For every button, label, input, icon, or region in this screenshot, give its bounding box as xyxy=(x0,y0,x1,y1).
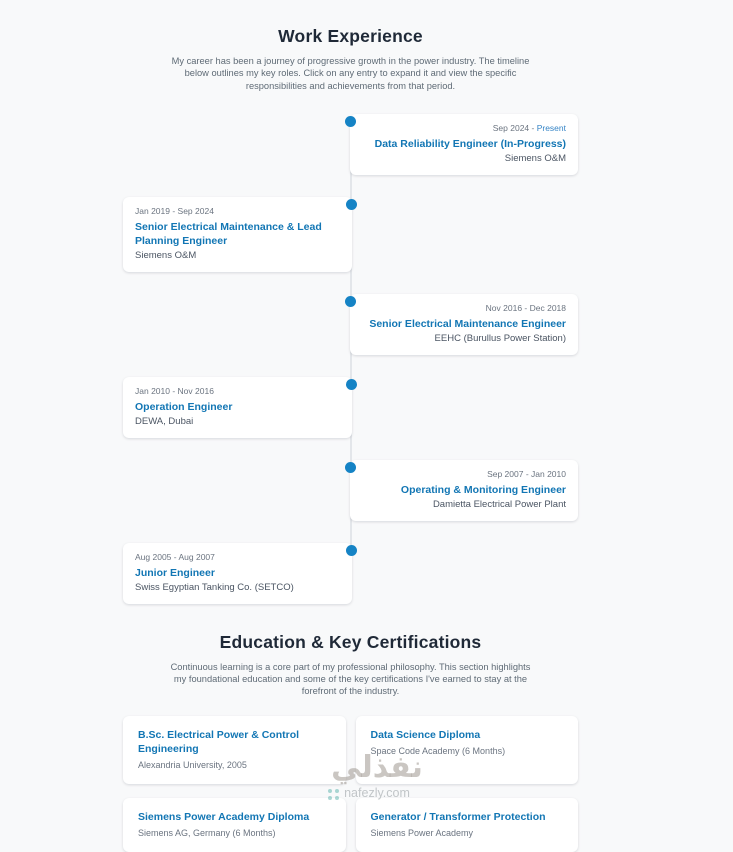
nafezly-arabic-logo: نفذلي xyxy=(331,750,423,785)
entry-date: Nov 2016 - Dec 2018 xyxy=(485,302,566,313)
entry-company: EEHC (Burullus Power Station) xyxy=(434,332,566,344)
timeline-dot xyxy=(346,199,357,210)
entry-role: Senior Electrical Maintenance Engineer xyxy=(369,317,566,330)
timeline-entry-senior-maintenance xyxy=(350,294,579,355)
work-experience-description: My career has been a journey of progressive growth in the power industry. The timeline below outlines my key roles. Click on any entry to expand it and view the specific responsibilities and achievements from that period. xyxy=(171,56,530,91)
entry-role: Data Reliability Engineer (In-Progress) xyxy=(374,137,566,150)
entry-company: DEWA, Dubai xyxy=(135,415,194,427)
education-card-subtitle: Alexandria University, 2005 xyxy=(138,759,247,770)
timeline-entry-junior-engineer xyxy=(123,543,352,604)
timeline-dot xyxy=(345,462,356,473)
education-card-title: Data Science Diploma xyxy=(370,728,481,741)
timeline-card[interactable] xyxy=(123,377,352,438)
entry-date: Jan 2010 - Nov 2016 xyxy=(135,385,214,396)
education-title: Education & Key Certifications xyxy=(219,631,482,652)
timeline-card[interactable] xyxy=(350,114,579,175)
entry-date: Sep 2007 - Jan 2010 xyxy=(487,468,566,479)
education-section xyxy=(123,632,578,852)
education-card-bsc xyxy=(123,716,346,784)
timeline-dot xyxy=(346,379,357,390)
nafezly-domain-text: nafezly.com xyxy=(344,786,410,800)
timeline-dot xyxy=(345,296,356,307)
entry-company: Siemens O&M xyxy=(504,152,566,164)
timeline-entry-operating-monitoring xyxy=(350,460,579,521)
entry-role: Junior Engineer xyxy=(135,566,215,579)
entry-role: Operating & Monitoring Engineer xyxy=(400,483,566,496)
entry-role: Senior Electrical Maintenance & Lead Planning Engineer xyxy=(135,220,322,247)
entry-company: Swiss Egyptian Tanking Co. (SETCO) xyxy=(135,581,294,593)
education-card-siemens-academy xyxy=(123,798,346,852)
work-experience-title: Work Experience xyxy=(278,26,423,46)
timeline-card[interactable] xyxy=(350,294,579,355)
timeline-card[interactable] xyxy=(350,460,579,521)
education-grid xyxy=(123,716,578,852)
entry-date-present: Present xyxy=(536,122,566,133)
education-card-generator-protection xyxy=(356,798,579,852)
entry-date: Sep 2024 - Present xyxy=(492,122,566,133)
timeline-dot xyxy=(346,545,357,556)
education-card-title: B.Sc. Electrical Power & Control Engineering xyxy=(138,728,300,755)
education-card-subtitle: Siemens Power Academy xyxy=(370,827,474,838)
entry-date: Jan 2019 - Sep 2024 xyxy=(135,205,214,216)
page-content xyxy=(123,0,578,852)
timeline-dot xyxy=(345,116,356,127)
education-card-subtitle: Siemens AG, Germany (6 Months) xyxy=(138,827,276,838)
experience-timeline xyxy=(123,114,578,604)
education-card-title: Generator / Transformer Protection xyxy=(370,810,546,823)
work-experience-section xyxy=(123,26,578,604)
entry-date: Aug 2005 - Aug 2007 xyxy=(135,551,215,562)
timeline-entry-data-reliability xyxy=(350,114,579,175)
timeline-entry-operation-engineer xyxy=(123,377,352,438)
education-description: Continuous learning is a core part of my professional philosophy. This section highlights my foundational education and some of the key certifications I've earned to stay at the forefront of the industry. xyxy=(170,661,531,697)
education-card-data-science xyxy=(356,716,579,784)
entry-role: Operation Engineer xyxy=(135,400,233,413)
education-card-title: Siemens Power Academy Diploma xyxy=(138,810,310,823)
entry-company: Damietta Electrical Power Plant xyxy=(432,498,566,510)
entry-company: Siemens O&M xyxy=(135,249,197,261)
timeline-card[interactable] xyxy=(123,197,352,272)
education-card-subtitle: Space Code Academy (6 Months) xyxy=(370,745,506,756)
timeline-card[interactable] xyxy=(123,543,352,604)
timeline-entry-senior-lead-planning xyxy=(123,197,352,272)
